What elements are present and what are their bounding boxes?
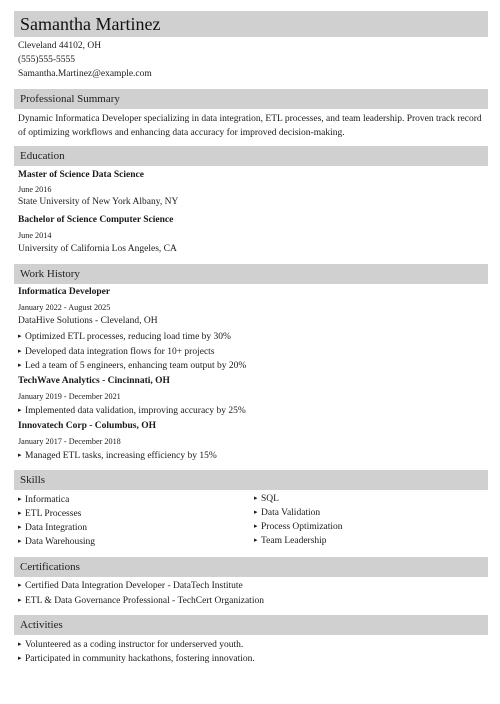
bullet-marker: ▸	[18, 581, 22, 589]
skill-item: ▸ ETL Processes	[18, 509, 82, 519]
phone: (555)555-5555	[18, 55, 75, 65]
certification-item: ▸ Certified Data Integration Developer - DataTech Institute	[18, 581, 243, 591]
bullet-marker: ▸	[18, 509, 22, 517]
education-degree: Master of Science Data Science	[18, 170, 144, 180]
skill-item: ▸ SQL	[254, 494, 279, 504]
skills-heading: Skills	[20, 474, 46, 486]
bullet-marker: ▸	[18, 654, 22, 662]
email: Samantha.Martinez@example.com	[18, 69, 152, 79]
activities-heading: Activities	[20, 619, 63, 631]
bullet-marker: ▸	[18, 332, 22, 340]
summary-heading-bar	[14, 89, 488, 109]
education-school: State University of New York Albany, NY	[18, 197, 179, 207]
bullet-marker: ▸	[18, 537, 22, 545]
education-date: June 2016	[18, 185, 52, 194]
bullet-marker: ▸	[18, 406, 22, 414]
education-date: June 2014	[18, 231, 52, 240]
skill-item: ▸ Data Validation	[254, 508, 321, 518]
skills-heading-bar	[14, 470, 488, 490]
candidate-name: Samantha Martinez	[20, 14, 161, 34]
certifications-heading-bar	[14, 557, 488, 577]
job-bullet: ▸ Developed data integration flows for 10+ projects	[18, 347, 215, 357]
job-title: TechWave Analytics - Cincinnati, OH	[18, 376, 170, 386]
work-heading-bar	[14, 264, 488, 284]
name-banner	[14, 11, 488, 37]
skill-item: ▸ Data Warehousing	[18, 537, 96, 547]
bullet-marker: ▸	[254, 494, 258, 502]
job-dates: January 2017 - December 2018	[18, 437, 121, 446]
job-bullet: ▸ Managed ETL tasks, increasing efficiency by 15%	[18, 451, 217, 461]
education-degree: Bachelor of Science Computer Science	[18, 215, 174, 225]
job-title: Informatica Developer	[18, 287, 111, 297]
skill-item: ▸ Data Integration	[18, 523, 87, 533]
job-bullet: ▸ Optimized ETL processes, reducing load time by 30%	[18, 332, 231, 342]
skill-item: ▸ Informatica	[18, 495, 70, 505]
job-bullet: ▸ Led a team of 5 engineers, enhancing team output by 20%	[18, 361, 247, 371]
skill-item: ▸ Team Leadership	[254, 536, 327, 546]
address: Cleveland 44102, OH	[18, 41, 102, 51]
activities-heading-bar	[14, 615, 488, 635]
job-dates: January 2019 - December 2021	[18, 392, 121, 401]
job-bullet: ▸ Implemented data validation, improving accuracy by 25%	[18, 406, 246, 416]
certification-item: ▸ ETL & Data Governance Professional - TechCert Organization	[18, 596, 264, 606]
job-title: Innovatech Corp - Columbus, OH	[18, 421, 157, 431]
education-heading-bar	[14, 146, 488, 166]
certifications-heading: Certifications	[20, 561, 80, 573]
bullet-marker: ▸	[18, 640, 22, 648]
job-company: DataHive Solutions - Cleveland, OH	[18, 316, 158, 326]
bullet-marker: ▸	[18, 451, 22, 459]
education-school: University of California Los Angeles, CA	[18, 244, 177, 254]
summary-heading: Professional Summary	[20, 93, 120, 105]
work-heading: Work History	[20, 268, 80, 280]
bullet-marker: ▸	[18, 523, 22, 531]
bullet-marker: ▸	[18, 495, 22, 503]
bullet-marker: ▸	[254, 508, 258, 516]
bullet-marker: ▸	[18, 361, 22, 369]
education-heading: Education	[20, 150, 65, 162]
summary-text: Dynamic Informatica Developer specializing in data integration, ETL processes, and team leadership. Proven track record of optimizing workflows and enhancing data accuracy for improved decision-making.	[18, 114, 482, 138]
bullet-marker: ▸	[254, 536, 258, 544]
activity-item: ▸ Participated in community hackathons, fostering innovation.	[18, 654, 255, 664]
skill-item: ▸ Process Optimization	[254, 522, 343, 532]
bullet-marker: ▸	[254, 522, 258, 530]
activity-item: ▸ Volunteered as a coding instructor for underserved youth.	[18, 640, 244, 650]
bullet-marker: ▸	[18, 347, 22, 355]
bullet-marker: ▸	[18, 596, 22, 604]
job-dates: January 2022 - August 2025	[18, 303, 111, 312]
